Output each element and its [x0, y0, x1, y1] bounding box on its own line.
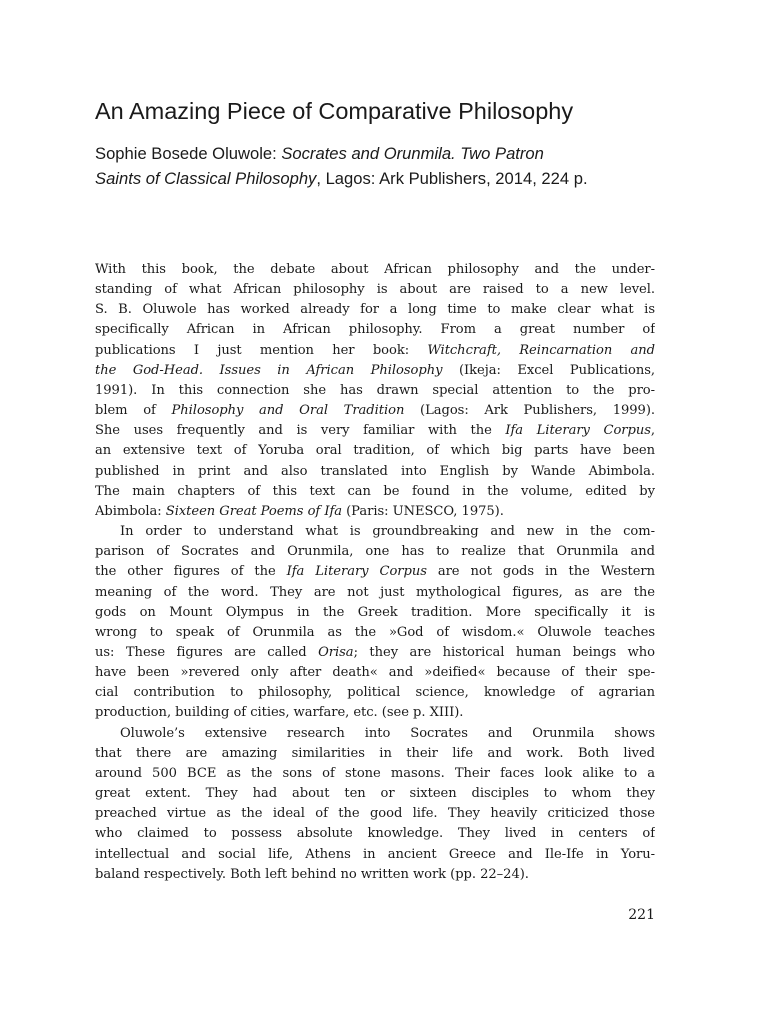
- text-line: published in print and also translated into English by Wande Abimbola.: [95, 463, 655, 479]
- text-line: who claimed to possess absolute knowledge. They lived in centers of: [95, 826, 655, 842]
- text-line: [95, 421, 655, 441]
- text-line: great extent. They had about ten or sixteen disciples to whom they: [95, 786, 655, 802]
- text-line: parison of Socrates and Orunmila, one has to realize that Orunmila and: [95, 544, 655, 560]
- text-line: preached virtue as the ideal of the good life. They heavily criticized those: [95, 806, 655, 822]
- text-line: [95, 562, 655, 582]
- text-line: [95, 361, 655, 381]
- review-body: [95, 260, 655, 885]
- text-line: gods on Mount Olympus in the Greek tradition. More specifically it is: [95, 604, 655, 620]
- publication-info: , Lagos: Ark Publishers, 2014, 224 p.: [316, 169, 588, 188]
- page-title: An Amazing Piece of Comparative Philosophy: [95, 98, 574, 124]
- book-reference: [95, 141, 670, 191]
- text-segment: ,: [650, 423, 655, 439]
- cited-title: Philosophy and Oral Tradition: [171, 403, 405, 419]
- text-line: standing of what African philosophy is about are raised to a new level.: [95, 282, 655, 298]
- text-segment: (Paris: UNESCO, 1975).: [342, 503, 504, 519]
- text-line: around 500 BCE as the sons of stone masons. Their faces look alike to a: [95, 765, 655, 781]
- text-segment: publications I just mention her book:: [95, 342, 428, 358]
- text-segment: She uses frequently and is very familiar with the: [95, 423, 506, 439]
- text-line: cial contribution to philosophy, political science, knowledge of agrarian: [95, 685, 655, 701]
- text-line: [95, 502, 655, 522]
- text-line: [95, 401, 655, 421]
- cited-title: the God-Head. Issues in African Philosophy: [95, 362, 443, 378]
- text-line: S. B. Oluwole has worked already for a long time to make clear what is: [95, 302, 655, 318]
- book-title: Socrates and Orunmila. Two Patron: [281, 144, 544, 163]
- text-line: Oluwole’s extensive research into Socrates and Orunmila shows: [120, 725, 655, 741]
- text-segment: (Ikeja: Excel Publications,: [442, 362, 655, 378]
- cited-title: Ifa Literary Corpus: [505, 423, 651, 439]
- text-line: an extensive text of Yoruba oral tradition, of which big parts have been: [95, 443, 655, 459]
- text-line: The main chapters of this text can be found in the volume, edited by: [95, 483, 655, 499]
- text-segment: ; they are historical human beings who: [353, 644, 655, 660]
- text-line: baland respectively. Both left behind no written work (pp. 22–24).: [95, 866, 529, 882]
- text-line: intellectual and social life, Athens in ancient Greece and Ile-Ife in Yoru-: [95, 846, 655, 862]
- book-title: Saints of Classical Philosophy: [95, 169, 317, 188]
- text-line: With this book, the debate about African philosophy and the under-: [95, 262, 655, 277]
- text-segment: (Lagos: Ark Publishers, 1999).: [404, 403, 655, 419]
- text-line: [95, 643, 655, 663]
- text-line: wrong to speak of Orunmila as the »God of wisdom.« Oluwole teaches: [95, 624, 655, 640]
- text-segment: Abimbola:: [95, 503, 166, 519]
- cited-title: Sixteen Great Poems of Ifa: [165, 503, 343, 519]
- emphasized-term: Orisa: [318, 644, 354, 660]
- text-segment: the other figures of the: [95, 564, 287, 580]
- text-line: have been »revered only after death« and »deified« because of their spe-: [95, 665, 655, 681]
- cited-title: Ifa Literary Corpus: [286, 564, 427, 580]
- text-line: [95, 341, 655, 361]
- text-segment: are not gods in the Western: [426, 564, 655, 580]
- text-line: In order to understand what is groundbreaking and new in the com-: [120, 524, 655, 540]
- text-line: that there are amazing similarities in their life and work. Both lived: [95, 745, 655, 761]
- book-reference-line: [95, 166, 670, 191]
- text-line: specifically African in African philosophy. From a great number of: [95, 322, 655, 338]
- book-reference-line: [95, 141, 670, 166]
- cited-title: Witchcraft, Reincarnation and: [427, 342, 655, 358]
- text-line: production, building of cities, warfare, etc. (see p. XIII).: [95, 705, 464, 721]
- text-line: meaning of the word. They are not just mythological figures, as are the: [95, 584, 655, 600]
- text-segment: blem of: [95, 403, 172, 419]
- author-name: Sophie Bosede Oluwole:: [95, 144, 282, 163]
- page-number: 221: [628, 907, 655, 923]
- text-segment: us: These figures are called: [95, 644, 319, 660]
- text-line: 1991). In this connection she has drawn special attention to the pro-: [95, 382, 655, 398]
